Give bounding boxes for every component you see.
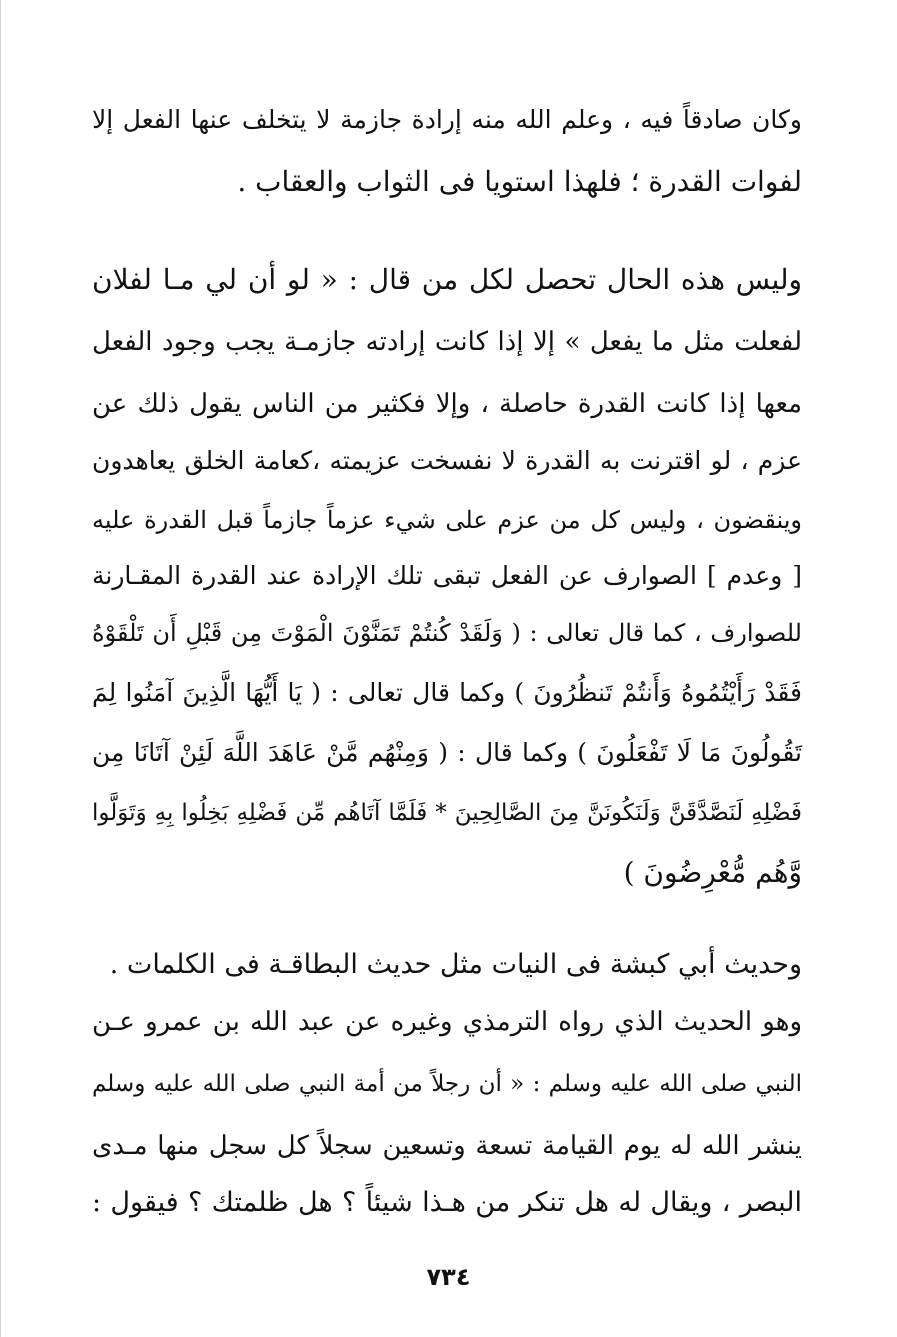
- text-line: ينشر الله له يوم القيامة تسعة وتسعين سجلاً كل سجل منها مـدى: [92, 1131, 802, 1161]
- text-line: [ وعدم ] الصوارف عن الفعل تبقى تلك الإرادة عند القدرة المقـارنة: [92, 561, 802, 590]
- text-line: للصوارف ، كما قال تعالى : ( وَلَقَدْ كُنتُمْ تَمَنَّوْنَ الْمَوْتَ مِن قَبْلِ أَن تَلْقَوْهُ: [92, 619, 802, 647]
- text-line: تَقُولُونَ مَا لَا تَفْعَلُونَ ) وكما قال : ( وَمِنْهُم مَّنْ عَاهَدَ اللَّهَ لَئِنْ آتَانَا مِن: [92, 738, 802, 767]
- text-line: وليس هذه الحال تحصل لكل من قال : « لو أن لي مـا لفلان: [92, 263, 802, 296]
- text-line: معها إذا كانت القدرة حاصلة ، وإلا فكثير من الناس يقول ذلك عن: [92, 389, 802, 419]
- text-line: عزم ، لو اقترنت به القدرة لا نفسخت عزيمته ،كعامة الخلق يعاهدون: [92, 446, 802, 475]
- text-line: وينقضون ، وليس كل من عزم على شيء عزماً جازماً قبل القدرة عليه: [92, 506, 802, 534]
- text-line: لفوات القدرة ؛ فلهذا استويا فى الثواب والعقاب .: [237, 165, 802, 198]
- text-line: وحديث أبي كبشة فى النيات مثل حديث البطاقـة فى الكلمات .: [109, 949, 802, 980]
- text-line: وَّهُم مُّعْرِضُونَ ): [623, 856, 802, 889]
- text-line: وكان صادقاً فيه ، وعلم الله منه إرادة جازمة لا يتخلف عنها الفعل إلا: [92, 105, 802, 134]
- text-line: لفعلت مثل ما يفعل » إلا إذا كانت إرادته جازمـة يجب وجود الفعل: [92, 327, 802, 357]
- text-line: البصر ، ويقال له هل تنكر من هـذا شيئاً ؟ هل ظلمتك ؟ فيقول :: [92, 1187, 802, 1218]
- text-line: فَضْلِهِ لَنَصَّدَّقَنَّ وَلَنَكُونَنَّ مِنَ الصَّالِحِينَ * فَلَمَّا آتَاهُم مِّن فَضْلِهِ بَخِلُوا بِهِ وَتَوَلَّوا: [92, 800, 802, 826]
- text-line: النبي صلى الله عليه وسلم : « أن رجلاً من أمة النبي صلى الله عليه وسلم: [92, 1071, 802, 1097]
- text-line: فَقَدْ رَأَيْتُمُوهُ وَأَنتُمْ تَنظُرُونَ ) وكما قال تعالى : ( يَا أَيُّهَا الَّذِينَ آمَنُوا لِمَ: [92, 678, 802, 707]
- text-line: وهو الحديث الذي رواه الترمذي وغيره عن عبد الله بن عمرو عـن: [92, 1007, 802, 1037]
- page-edge-line: [0, 0, 1, 1337]
- page-number: ٧٣٤: [426, 1263, 471, 1291]
